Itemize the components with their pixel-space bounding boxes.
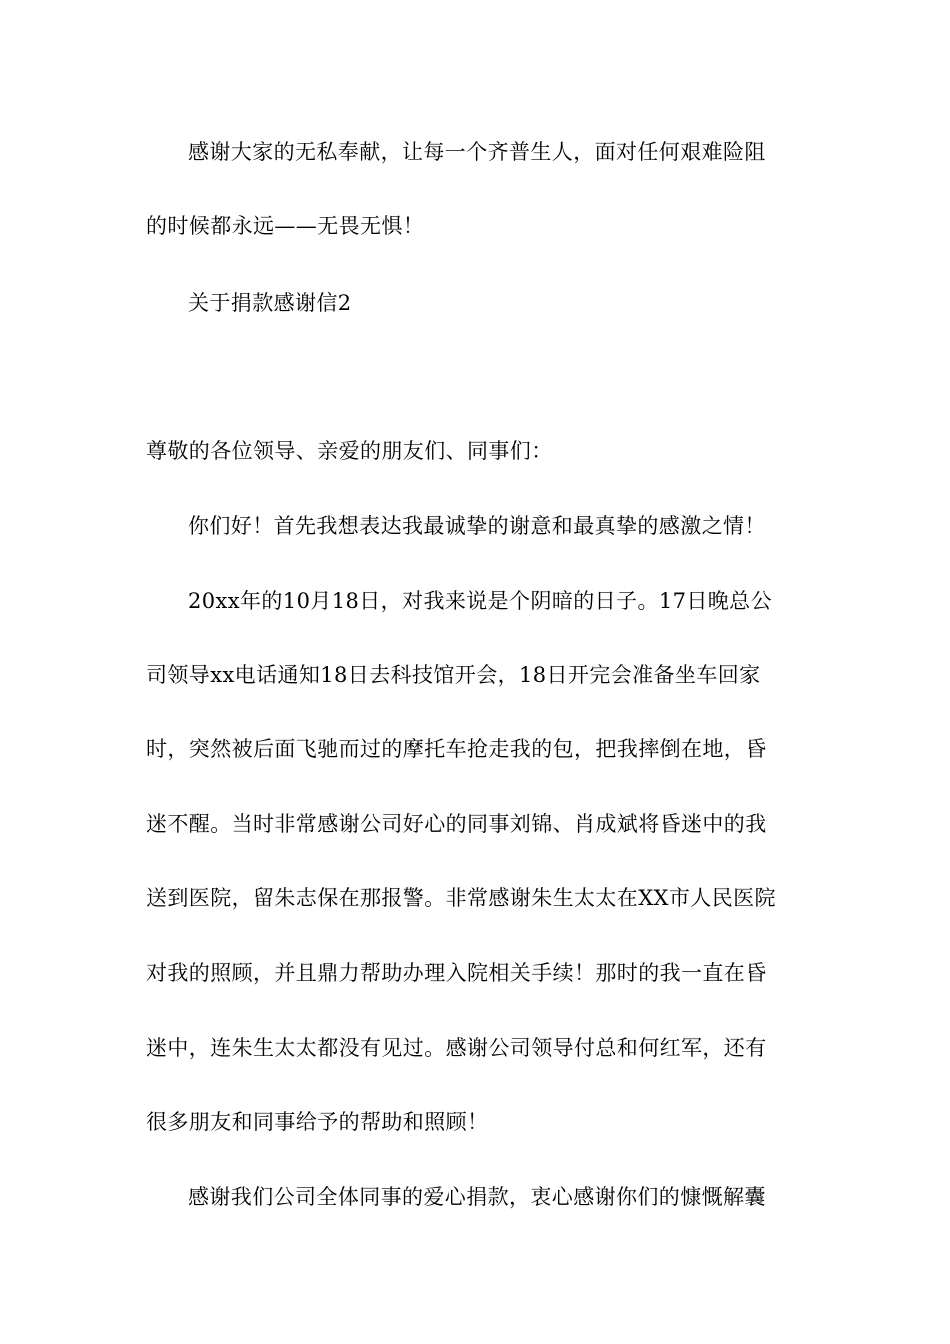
paragraph-line: 很多朋友和同事给予的帮助和照顾！	[146, 1110, 489, 1134]
paragraph-line: 感谢大家的无私奉献，让每一个齐普生人，面对任何艰难险阻	[188, 140, 766, 164]
section-heading: 关于捐款感谢信2	[188, 291, 352, 315]
paragraph-line: 迷中，连朱生太太都没有见过。感谢公司领导付总和何红军，还有	[146, 1036, 767, 1060]
paragraph-line: 你们好！首先我想表达我最诚挚的谢意和最真挚的感激之情！	[188, 514, 766, 538]
paragraph-line: 送到医院，留朱志保在那报警。非常感谢朱生太太在XX市人民医院	[146, 886, 776, 910]
paragraph-line: 对我的照顾，并且鼎力帮助办理入院相关手续！那时的我一直在昏	[146, 961, 767, 985]
paragraph-line: 司领导xx电话通知18日去科技馆开会，18日开完会准备坐车回家	[146, 663, 761, 687]
paragraph-line: 时，突然被后面飞驰而过的摩托车抢走我的包，把我摔倒在地，昏	[146, 737, 767, 761]
paragraph-line: 20xx年的10月18日，对我来说是个阴暗的日子。17日晚总公	[188, 589, 772, 613]
paragraph-line: 感谢我们公司全体同事的爱心捐款，衷心感谢你们的慷慨解囊	[188, 1185, 766, 1209]
paragraph-line: 迷不醒。当时非常感谢公司好心的同事刘锦、肖成斌将昏迷中的我	[146, 812, 767, 836]
paragraph-line: 的时候都永远——无畏无惧！	[146, 214, 425, 238]
salutation: 尊敬的各位领导、亲爱的朋友们、同事们：	[146, 439, 553, 463]
